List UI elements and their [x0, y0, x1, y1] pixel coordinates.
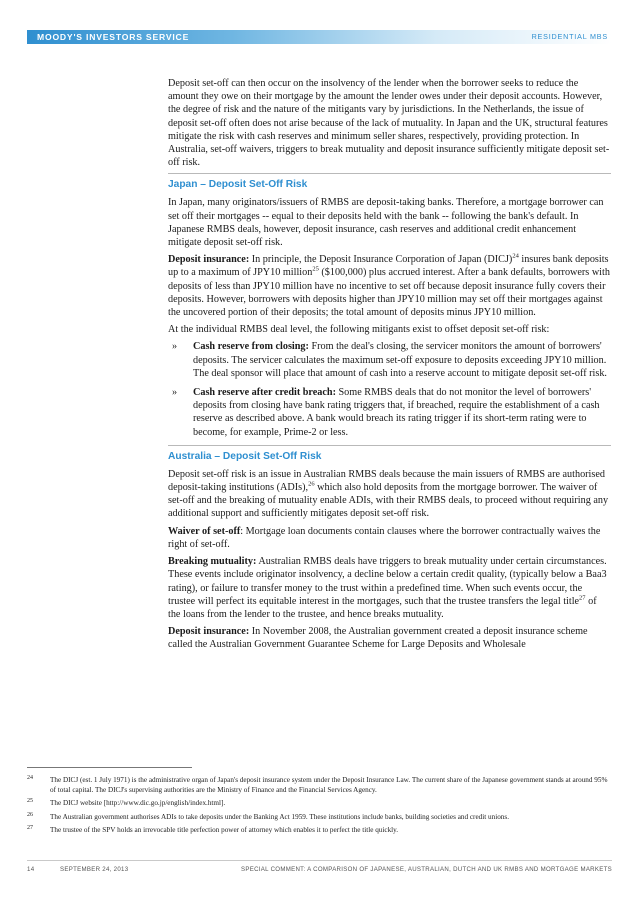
brand-name: MOODY'S INVESTORS SERVICE	[37, 32, 190, 42]
footnotes	[27, 776, 612, 840]
footnote: 25 The DICJ website [http://www.dic.go.jp/english/index.html].	[27, 798, 226, 808]
japan-heading: Japan – Deposit Set-Off Risk	[168, 173, 611, 191]
footnote-divider	[27, 767, 192, 768]
report-title: SPECIAL COMMENT: A COMPARISON OF JAPANESE, AUSTRALIAN, DUTCH AND UK RMBS AND MORTGAGE MARKETS	[240, 866, 612, 873]
footnote: 26 The Australian government authorises ADIs to take deposits under the Banking Act 1959. These institutions include banks, building societies and credit unions.	[27, 811, 509, 821]
footnote-ref-24: 24	[512, 252, 519, 260]
australia-paragraph-2: Waiver of set-off: Mortgage loan documents contain clauses where the borrower contractually waives the right of set-off.	[168, 525, 601, 550]
main-content	[168, 77, 611, 656]
bullet-cash-reserve-breach: » Cash reserve after credit breach: Some RMBS deals that do not monitor the level of borrowers' deposits from closing have bank rating triggers that, if breached, require the establishment of a cash reserve as described above. A bank would breach its rating trigger if its short-term rating were to become, for example, Prime-2 or less.	[172, 387, 600, 438]
bullet-cash-reserve-closing: » Cash reserve from closing: From the deal's closing, the servicer monitors the amount of borrowers' deposits. The servicer calculates the maximum set-off exposure to deposits exceeding JPY10 million. The deal sponsor will place that amount of cash into a reserve account to mitigate deposit set-off risk.	[172, 341, 607, 379]
australia-paragraph-4: Deposit insurance: In November 2008, the Australian government created a deposit insurance scheme called the Australian Government Guarantee Scheme for Large Deposits and Wholesale	[168, 626, 588, 651]
japan-paragraph-2: Deposit insurance: In principle, the Deposit Insurance Corporation of Japan (DICJ)$^{24}$ insures bank deposits up to a maximum of JPY10 million$^{25}$ ($100,000) plus accrued interest. After a bank defaults, borrowers with deposits of less than JPY10 million have no incentive to set off because deposit insurance fully covers their deposits. However, borrowers with deposits higher than JPY10 million may set off their mortgages against the uncovered portion of their deposits; the total amount of deposits minus JPY10 million.	[168, 252, 610, 319]
publication-date: SEPTEMBER 24, 2013	[60, 866, 129, 873]
japan-paragraph-3: At the individual RMBS deal level, the following mitigants exist to offset deposit set-off risk:	[168, 324, 550, 336]
australia-heading: Australia – Deposit Set-Off Risk	[168, 445, 611, 463]
section-label: RESIDENTIAL MBS	[531, 32, 608, 41]
bullet-mark: »	[172, 387, 178, 399]
footnote-ref-25: 25	[312, 266, 319, 274]
australia-paragraph-3: Breaking mutuality: Australian RMBS deals have triggers to break mutuality under certain circumstances. These events include originator insolvency, a decline below a certain credit quality, (typically below a Baa3 rating), or failure to transfer money to the trust within a predefined time. When such events occur, the trustee will perfect its equitable interest in the mortgages, such that the trustee transfers the legal title$^{27}$ of the loans from the lender to the trustee, and hence breaks mutuality.	[168, 556, 607, 620]
bullet-mark: »	[172, 341, 178, 353]
footnote: 27 The trustee of the SPV holds an irrevocable title perfection power of attorney which enables it to perfect the title quickly.	[27, 825, 399, 835]
page-number: 14	[27, 866, 35, 873]
footer-divider	[27, 860, 612, 861]
japan-paragraph-1: In Japan, many originators/issuers of RMBS are deposit-taking banks. Therefore, a mortgage borrower can set off their mortgages -- equal to their deposits held with the bank -- following the bank's default. In Japanese RMBS deals, however, deposit insurance, cash reserves and additional credit enhancement mitigate deposit set-off risk.	[168, 197, 604, 249]
deposit-insurance-label: Deposit insurance:	[168, 254, 250, 266]
australia-paragraph-1: Deposit set-off risk is an issue in Australian RMBS deals because the main issuers of RMBS are authorised deposit-taking institutions (ADIs),$^{26}$ which also hold deposits from the mortgage borrower. The waiver of set-off and the breaking of mutuality enable ADIs, with their RMBS deals, to proceed without requiring any additional support and sufficiently mitigates deposit set-off risk.	[168, 468, 609, 520]
footnote-ref-27: 27	[579, 594, 586, 602]
footnote: 24 The DICJ (est. 1 July 1971) is the administrative organ of Japan's deposit insurance system under the Deposit Insurance Law. The current share of the Japanese government stands at around 95% of total capital. The DICJ's supervising authorities are the Ministry of Finance and the Financial Services Agency.	[27, 775, 608, 794]
footnote-ref-26: 26	[308, 480, 315, 488]
intro-paragraph: Deposit set-off can then occur on the insolvency of the lender when the borrower seeks to reduce the amount they owe on their mortgage by the amount the lender owes under their deposit accounts. However, the degree of risk and the nature of the mitigants vary by jurisdictions. In the Netherlands, the issue of deposit set-off often does not arise because of the lack of mutuality. In Japan and the UK, structural features mitigate the risk with cash reserves and minimum seller shares, respectively, providing protection. In Australia, set-off waivers, triggers to break mutuality and deposit insurance sufficiently mitigate deposit set-off risk.	[168, 78, 610, 169]
